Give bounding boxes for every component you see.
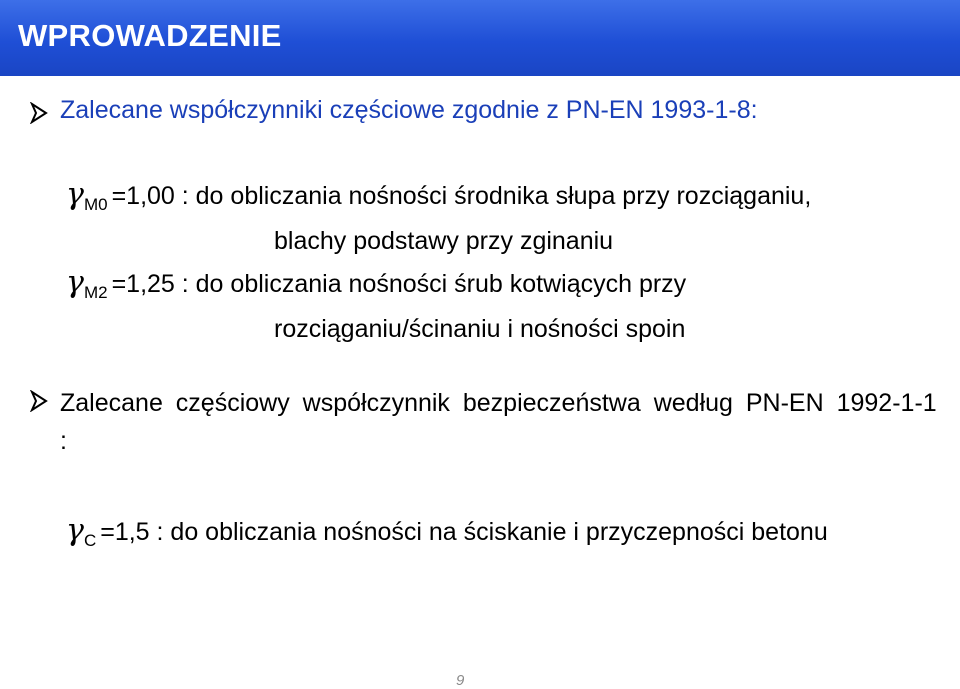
- page-number: 9: [456, 672, 465, 689]
- arrow-bullet-icon: [30, 102, 48, 124]
- gamma-subscript: M0: [83, 195, 108, 214]
- gamma-m2-line2: rozciąganiu/ścinaniu i nośności spoin: [274, 315, 686, 343]
- gamma-subscript: C: [83, 531, 97, 550]
- gamma-symbol: γ: [66, 177, 84, 212]
- gamma-c-line1: =1,5 : do obliczania nośności na ściskanie i przyczepności betonu: [100, 518, 828, 546]
- bullet-1-text: Zalecane współczynniki częściowe zgodnie z PN-EN 1993-1-8:: [60, 96, 758, 124]
- gamma-m0-line2: blachy podstawy przy zginaniu: [274, 227, 614, 255]
- gamma-symbol: γ: [66, 265, 84, 300]
- gamma-c-block: [66, 510, 828, 556]
- gamma-symbol: γ: [66, 513, 84, 548]
- title-bar: [0, 0, 960, 76]
- gamma-m2-block: [66, 262, 686, 350]
- bullet-item-1: [30, 96, 758, 125]
- gamma-subscript: M2: [83, 283, 108, 302]
- slide-title: WPROWADZENIE: [18, 18, 282, 53]
- arrow-bullet-icon: [30, 390, 48, 412]
- gamma-m0-block: [66, 174, 811, 262]
- bullet-2-text: Zalecane częściowy współczynnik bezpieczeństwa według PN-EN 1992-1-1 :: [60, 389, 937, 455]
- gamma-m2-line1: =1,25 : do obliczania nośności śrub kotwiących przy: [111, 270, 687, 298]
- gamma-m0-line1: =1,00 : do obliczania nośności środnika słupa przy rozciąganiu,: [111, 182, 812, 210]
- bullet-item-2: [30, 384, 940, 460]
